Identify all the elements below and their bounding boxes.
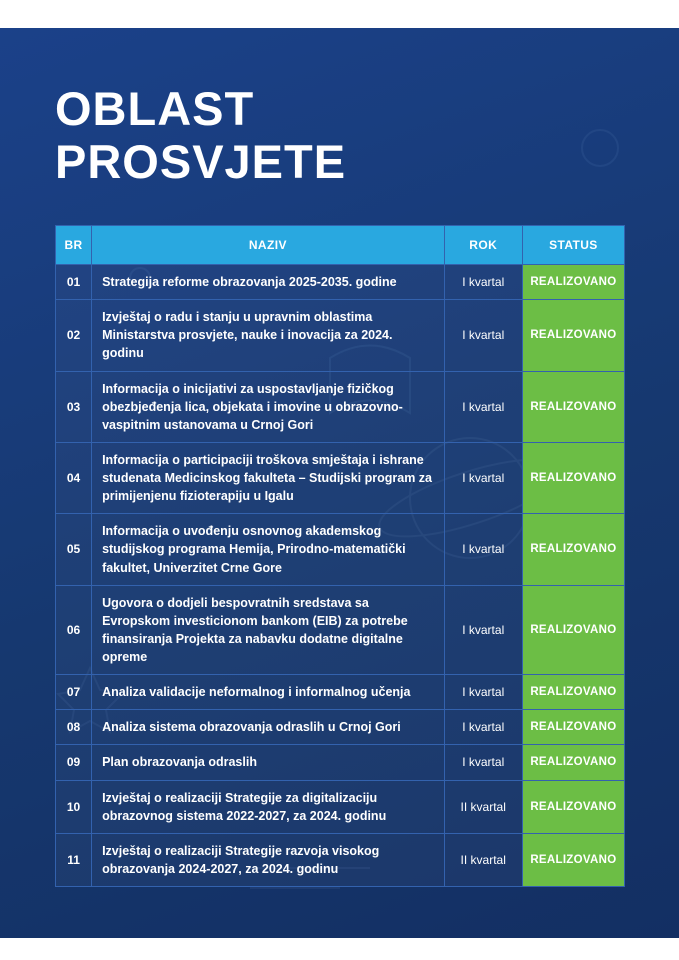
row-number: 08 [56, 710, 92, 745]
table-row [56, 442, 625, 513]
table-row [56, 780, 625, 833]
row-deadline: I kvartal [444, 371, 522, 442]
row-title: Strategija reforme obrazovanja 2025-2035. godine [92, 265, 445, 300]
table-row [56, 371, 625, 442]
table-row [56, 675, 625, 710]
status-badge: REALIZOVANO [522, 833, 624, 886]
table-row [56, 710, 625, 745]
row-deadline: I kvartal [444, 300, 522, 371]
row-deadline: I kvartal [444, 675, 522, 710]
row-deadline: I kvartal [444, 514, 522, 585]
status-badge: REALIZOVANO [522, 265, 624, 300]
row-title: Analiza validacije neformalnog i informalnog učenja [92, 675, 445, 710]
row-number: 01 [56, 265, 92, 300]
row-deadline: I kvartal [444, 585, 522, 675]
table-row [56, 745, 625, 780]
row-title: Analiza sistema obrazovanja odraslih u Crnoj Gori [92, 710, 445, 745]
status-badge: REALIZOVANO [522, 710, 624, 745]
row-number: 10 [56, 780, 92, 833]
row-number: 05 [56, 514, 92, 585]
status-badge: REALIZOVANO [522, 371, 624, 442]
table-row [56, 300, 625, 371]
row-number: 04 [56, 442, 92, 513]
row-deadline: II kvartal [444, 833, 522, 886]
row-number: 09 [56, 745, 92, 780]
row-number: 03 [56, 371, 92, 442]
table-row [56, 585, 625, 675]
row-title: Informacija o inicijativi za uspostavljanje fizičkog obezbjeđenja lica, objekata i imovine u obrazovno-vaspitnim ustanovama u Crnoj Gori [92, 371, 445, 442]
table-row [56, 265, 625, 300]
row-title: Izvještaj o realizaciji Strategije razvoja visokog obrazovanja 2024-2027, za 2024. godinu [92, 833, 445, 886]
table-row [56, 833, 625, 886]
row-title: Informacija o uvođenju osnovnog akademskog studijskog programa Hemija, Prirodno-matematički fakultet, Univerzitet Crne Gore [92, 514, 445, 585]
column-header-br: BR [56, 226, 92, 265]
column-header-naziv: NAZIV [92, 226, 445, 265]
status-badge: REALIZOVANO [522, 514, 624, 585]
row-title: Izvještaj o radu i stanju u upravnim oblastima Ministarstva prosvjete, nauke i inovacija za 2024. godinu [92, 300, 445, 371]
column-header-status: STATUS [522, 226, 624, 265]
status-badge: REALIZOVANO [522, 442, 624, 513]
row-deadline: II kvartal [444, 780, 522, 833]
row-number: 11 [56, 833, 92, 886]
row-number: 06 [56, 585, 92, 675]
row-title: Plan obrazovanja odraslih [92, 745, 445, 780]
row-deadline: I kvartal [444, 442, 522, 513]
status-badge: REALIZOVANO [522, 780, 624, 833]
table-row [56, 514, 625, 585]
status-badge: REALIZOVANO [522, 585, 624, 675]
row-deadline: I kvartal [444, 710, 522, 745]
row-deadline: I kvartal [444, 745, 522, 780]
row-title: Ugovora o dodjeli bespovratnih sredstava sa Evropskom investicionom bankom (EIB) za potrebe finansiranja Projekta za nabavku dodatne digitalne opreme [92, 585, 445, 675]
row-deadline: I kvartal [444, 265, 522, 300]
row-number: 07 [56, 675, 92, 710]
tasks-table [55, 225, 625, 887]
row-number: 02 [56, 300, 92, 371]
row-title: Izvještaj o realizaciji Strategije za digitalizaciju obrazovnog sistema 2022-2027, za 2024. godinu [92, 780, 445, 833]
column-header-rok: ROK [444, 226, 522, 265]
status-badge: REALIZOVANO [522, 675, 624, 710]
status-badge: REALIZOVANO [522, 745, 624, 780]
row-title: Informacija o participaciji troškova smještaja i ishrane studenata Medicinskog fakulteta – Studijski program za primijenjenu fizioterapiju u Igalu [92, 442, 445, 513]
blue-background [0, 28, 679, 938]
status-badge: REALIZOVANO [522, 300, 624, 371]
page-title [55, 83, 346, 188]
table-header-row [56, 226, 625, 265]
page-title-line2: PROSVJETE [55, 134, 347, 188]
page-title-line1: OBLAST [55, 82, 255, 135]
